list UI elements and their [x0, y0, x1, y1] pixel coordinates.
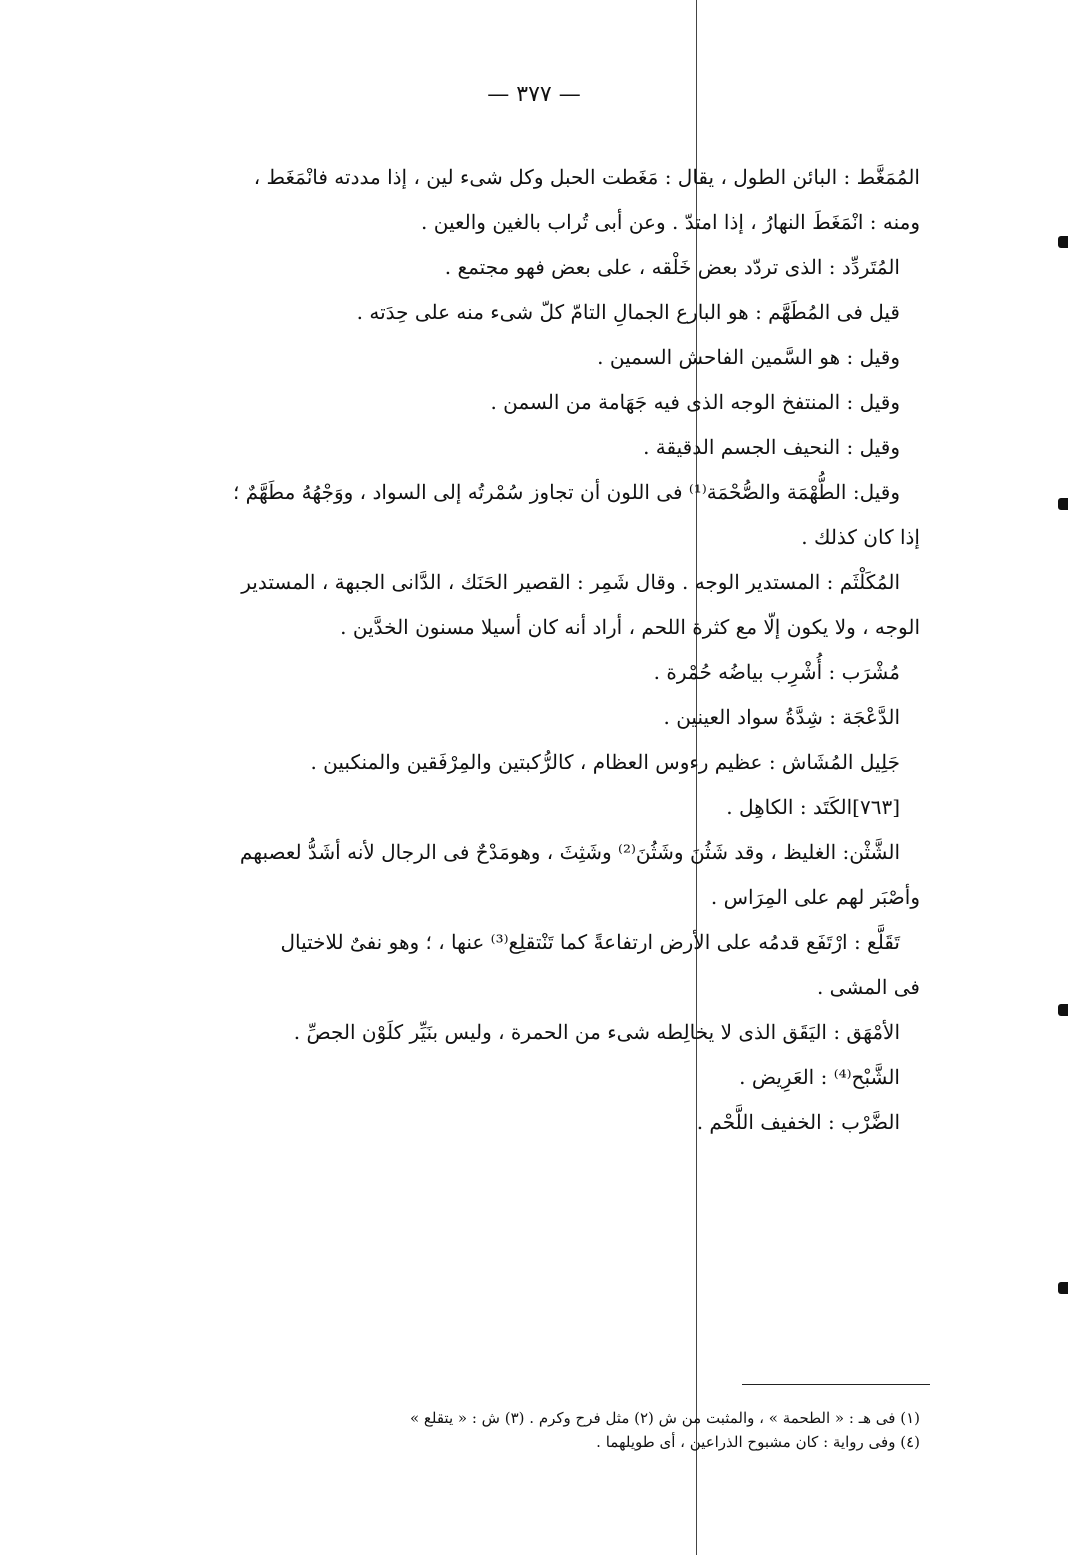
edge-mark	[1058, 1282, 1068, 1294]
text-line: وقيل : هو السَّمين الفاحش السمين .	[597, 345, 900, 369]
text-line: الشَّثْن: الغليظ ، وقد شَثُنَ وشَثُنَ⁽²⁾ وشَثِثَ ، وهومَدْحٌ فى الرجال لأنه أشَدُّ لعصبهم	[239, 840, 900, 864]
text-line: المُمَغَّط : البائن الطول ، يقال : مَغَطت الحبل وكل شىء لين ، إذا مددته فانْمَغَط ،	[253, 165, 920, 189]
text-line: الضَّرْب : الخفيف اللَّحْم .	[696, 1110, 900, 1134]
edge-mark	[1058, 1004, 1068, 1016]
text-line: وقيل: الطُّهْمَة والصُّحْمَة⁽¹⁾ فى اللون أن تجاوز سُمْرتُه إلى السواد ، ووَجْهُهُ مطَهَّمٌ ؛	[232, 480, 900, 504]
text-line: المُتَردِّد : الذى تردّد بعض خَلْقه ، على بعض فهو مجتمع .	[444, 255, 900, 279]
text-line: المُكَلْثَم : المستدير الوجه . وقال شَمِر : القصير الحَنَك ، الدَّانى الجبهة ، المستدير	[241, 570, 900, 594]
footnote-line: (٤) وفى رواية : كان مشبوح الذراعين ، أى طويلهما .	[596, 1433, 920, 1451]
text-line: الشَّبْح⁽⁴⁾ : العَرِيض .	[739, 1065, 900, 1089]
text-line: الأمْهَق : اليَقَق الذى لا يخالِطه شىء من الحمرة ، وليس بنَيِّر كلَوْن الجصِّ .	[293, 1020, 900, 1044]
text-line: الدَّعْجَة : شِدَّةُ سواد العينين .	[663, 705, 900, 729]
text-line: وأصْبَر لهم على المِرَاس .	[710, 885, 920, 909]
text-line: إذا كان كذلك .	[801, 525, 920, 549]
text-line: قيل فى المُطَهَّم : هو البارع الجمالِ التامّ كلّ شىء منه على حِدَته .	[356, 300, 900, 324]
edge-mark	[1058, 498, 1068, 510]
text-line: جَلِيل المُشَاش : عظيم رءوس العظام ، كالرُّكبتين والمِرْفَقين والمنكبين .	[310, 750, 900, 774]
page-number: — ٣٧٧ —	[487, 82, 581, 107]
text-line: [٧٦٣]الكَتَد : الكاهِل .	[726, 795, 900, 819]
text-line: مُشْرَب : أُشْرِب بياضُه حُمْرة .	[653, 660, 900, 684]
text-line: تَقَلَّع : ارْتَفَع قدمُه على الأرض ارتفاعةً كما تَنْتقلِع⁽³⁾ عنها ، ؛ وهو نفىٌ للاختيال	[280, 930, 900, 954]
main-text	[220, 155, 920, 1145]
text-line: فى المشى .	[816, 975, 920, 999]
footnotes	[220, 1407, 920, 1455]
text-line: الوجه ، ولا يكون إلّا مع كثرة اللحم ، أراد أنه كان أسيلا مسنون الخدَّين .	[340, 615, 920, 639]
footnote-divider	[742, 1384, 930, 1385]
text-line: وقيل : النحيف الجسم الدقيقة .	[643, 435, 900, 459]
footnote-line: (١) فى هـ : « الطحمة » ، والمثبت من ش (٢) مثل فرح وكرم . (٣) ش : « يتقلع »	[409, 1409, 920, 1427]
text-line: ومنه : انْمَغَطَ النهارُ ، إذا امتدّ . وعن أبى تُراب بالغين والعين .	[421, 210, 920, 234]
edge-mark	[1058, 236, 1068, 248]
text-line: وقيل : المنتفخ الوجه الذى فيه جَهَامة من السمن .	[490, 390, 900, 414]
